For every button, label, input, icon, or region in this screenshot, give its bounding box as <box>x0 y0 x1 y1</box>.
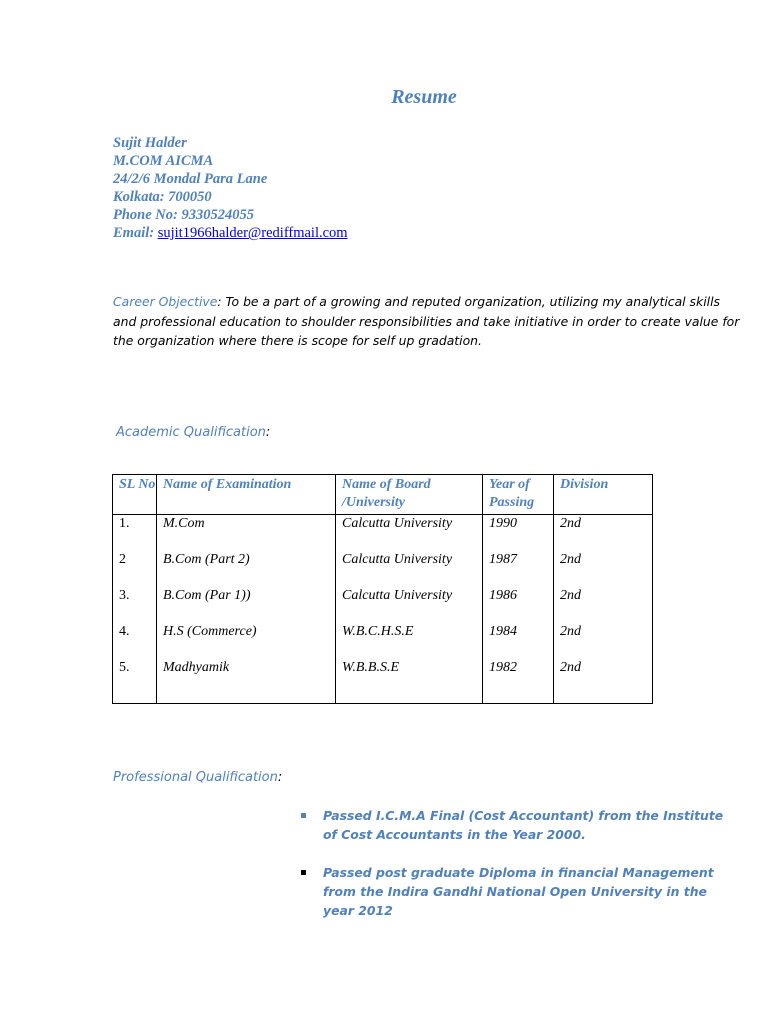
cell-board: W.B.C.H.S.E <box>336 623 483 659</box>
cell-division: 2nd <box>554 623 653 659</box>
cell-division: 2nd <box>554 659 653 704</box>
cell-board: Calcutta University <box>336 551 483 587</box>
objective-colon: : <box>217 294 222 309</box>
cell-exam: B.Com (Part 2) <box>157 551 336 587</box>
cell-exam: Madhyamik <box>157 659 336 704</box>
cell-year: 1986 <box>483 587 554 623</box>
professional-heading <box>113 770 282 785</box>
cell-division: 2nd <box>554 587 653 623</box>
cell-year: 1990 <box>483 515 554 552</box>
academic-heading-colon: : <box>265 425 271 440</box>
contact-name: Sujit Halder <box>113 135 187 151</box>
professional-list <box>300 806 740 939</box>
cell-board: Calcutta University <box>336 515 483 552</box>
col-division: Division <box>554 475 653 515</box>
academic-table <box>112 474 653 704</box>
col-sl-no: SL No <box>113 475 157 515</box>
cell-sl: 3. <box>113 587 157 623</box>
email-link[interactable]: sujit1966halder@rediffmail.com <box>157 225 348 241</box>
list-item <box>300 863 740 920</box>
page-title: Resume <box>391 86 457 108</box>
cell-board: W.B.B.S.E <box>336 659 483 704</box>
career-objective <box>113 292 743 351</box>
contact-address: 24/2/6 Mondal Para Lane <box>113 171 268 187</box>
cell-year: 1987 <box>483 551 554 587</box>
square-bullet-icon <box>301 813 306 818</box>
contact-phone: Phone No: 9330524055 <box>113 207 254 223</box>
cell-exam: M.Com <box>157 515 336 552</box>
cell-division: 2nd <box>554 551 653 587</box>
list-item-text: Passed post graduate Diploma in financial Management from the Indira Gandhi National Open University in the year 2012 <box>323 865 714 918</box>
professional-heading-colon: : <box>277 770 283 785</box>
contact-city: Kolkata: 700050 <box>113 189 212 205</box>
list-item-text: Passed I.C.M.A Final (Cost Accountant) from the Institute of Cost Accountants in the Year 2000. <box>323 808 724 842</box>
cell-sl: 5. <box>113 659 157 704</box>
professional-heading-label: Professional Qualification <box>113 770 278 785</box>
square-bullet-icon <box>301 870 306 875</box>
cell-sl: 2 <box>113 551 157 587</box>
table-header-row <box>113 475 653 515</box>
cell-division: 2nd <box>554 515 653 552</box>
contact-email-row <box>113 224 348 242</box>
table-row <box>113 659 653 704</box>
table-row <box>113 515 653 552</box>
table-row <box>113 587 653 623</box>
cell-exam: H.S (Commerce) <box>157 623 336 659</box>
academic-heading-label: Academic Qualification <box>116 425 266 440</box>
col-exam: Name of Examination <box>157 475 336 515</box>
email-label: Email: <box>113 225 155 241</box>
contact-block <box>113 134 348 242</box>
cell-year: 1982 <box>483 659 554 704</box>
col-board: Name of Board /University <box>336 475 483 515</box>
contact-qualification: M.COM AICMA <box>113 153 214 169</box>
table-row <box>113 623 653 659</box>
objective-text: To be a part of a growing and reputed organization, utilizing my analytical skills and professional education to shoulder responsibilities and take initiative in order to create value for the organization where there is scope for self up gradation. <box>113 294 740 348</box>
cell-board: Calcutta University <box>336 587 483 623</box>
academic-heading <box>116 425 270 440</box>
cell-exam: B.Com (Par 1)) <box>157 587 336 623</box>
cell-sl: 4. <box>113 623 157 659</box>
cell-year: 1984 <box>483 623 554 659</box>
cell-sl: 1. <box>113 515 157 552</box>
objective-label: Career Objective <box>113 294 218 309</box>
list-item <box>300 806 740 844</box>
table-row <box>113 551 653 587</box>
col-year: Year of Passing <box>483 475 554 515</box>
